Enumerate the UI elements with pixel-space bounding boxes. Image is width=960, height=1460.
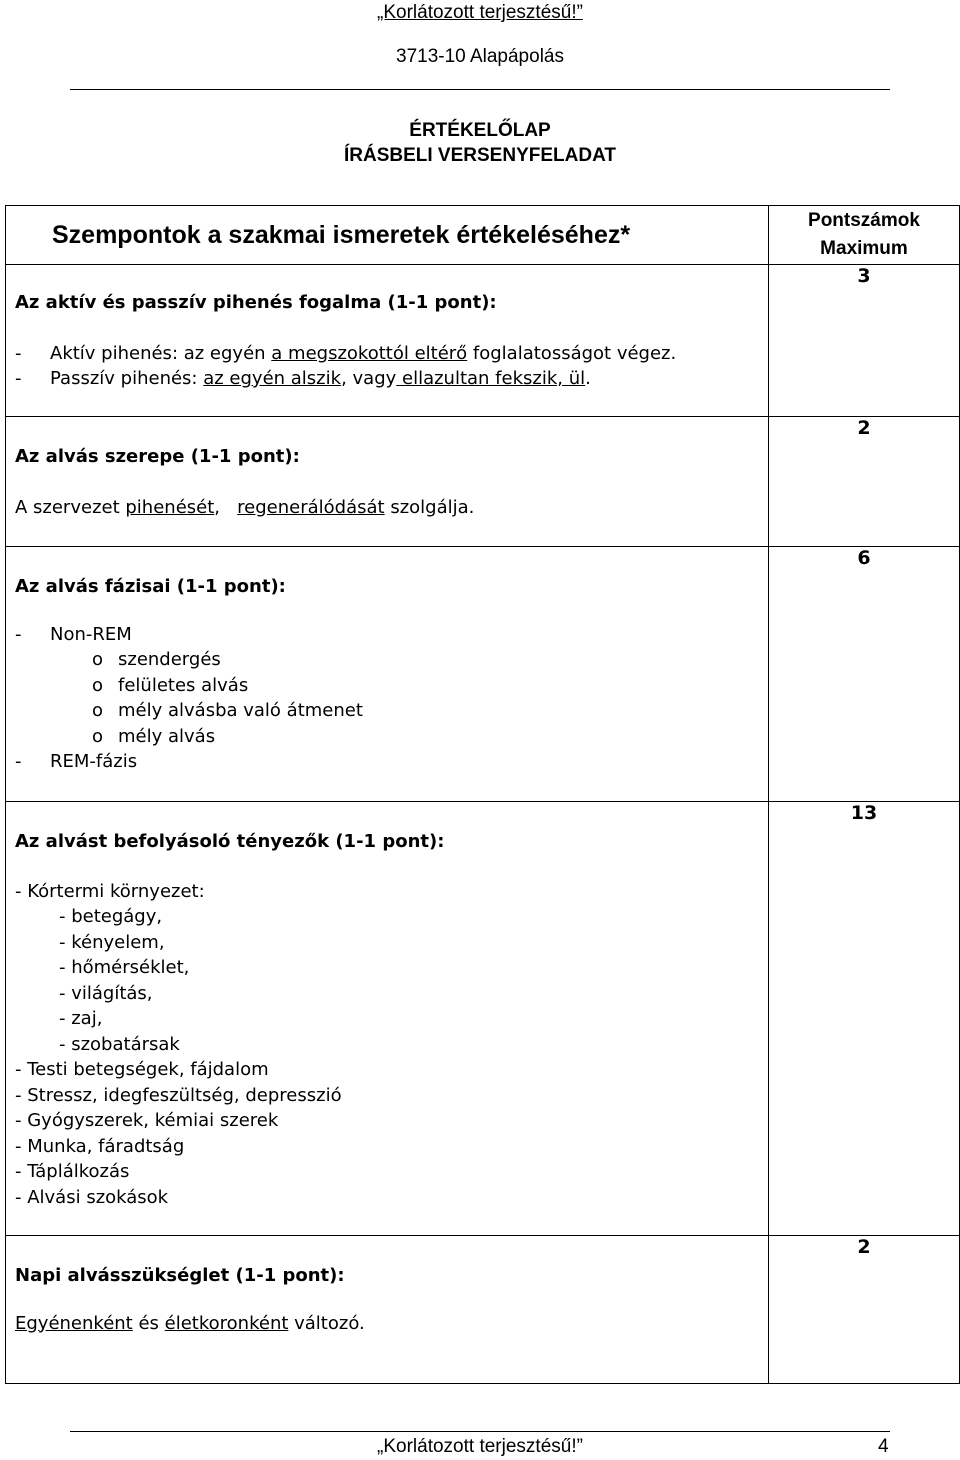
points-cell: 3	[769, 265, 960, 417]
section-text: A szervezet pihenését, regenerálódását szolgálja.	[15, 496, 475, 518]
page-subtitle: ÍRÁSBELI VERSENYFELADAT	[343, 145, 616, 166]
footer-divider	[70, 1431, 890, 1432]
list-subitem: o mély alvás	[91, 725, 216, 747]
section-heading: Az alvás fázisai (1-1 pont):	[15, 576, 286, 597]
table-row	[6, 802, 960, 1236]
criteria-header-cell	[6, 206, 769, 265]
criteria-cell-sleep-phases	[6, 547, 769, 802]
header-restricted-notice	[0, 0, 960, 26]
points-header-cell	[769, 206, 960, 265]
page-number: 4	[878, 1436, 889, 1457]
list-item: - Stressz, idegfeszültség, depresszió	[15, 1084, 342, 1106]
points-cell: 13	[769, 802, 960, 1236]
criteria-cell-sleep-need	[6, 1236, 769, 1384]
criteria-header: Szempontok a szakmai ismeretek értékeléséhez*	[52, 221, 631, 249]
list-item: - Non-REM	[15, 623, 132, 645]
list-subitem: - világítás,	[59, 982, 153, 1004]
list-subitem: - betegágy,	[59, 906, 163, 927]
header-exam-code: 3713-10 Alapápolás	[396, 46, 564, 67]
criteria-cell-rest	[6, 265, 769, 417]
section-heading: Napi alvásszükséglet (1-1 pont):	[15, 1265, 345, 1286]
criteria-cell-sleep-factors	[6, 802, 769, 1236]
list-item: - Passzív pihenés: az egyén alszik, vagy ellazultan fekszik, ül.	[15, 368, 591, 389]
table-row	[6, 265, 960, 417]
page-title: ÉRTÉKELŐLAP	[409, 120, 551, 141]
points-header-line1: Pontszámok	[808, 210, 920, 231]
footer-restricted-notice: „Korlátozott terjesztésű!”	[377, 1436, 583, 1457]
table-row	[6, 417, 960, 547]
section-heading: Az aktív és passzív pihenés fogalma (1-1 pont):	[15, 292, 497, 313]
points-cell: 6	[769, 547, 960, 802]
list-item: - Munka, fáradtság	[15, 1135, 185, 1157]
list-item: - Kórtermi környezet:	[15, 880, 205, 902]
section-heading: Az alvást befolyásoló tényezők (1-1 pont):	[15, 831, 445, 852]
list-subitem: - zaj,	[59, 1008, 103, 1029]
header-restricted-text: „Korlátozott terjesztésű!”	[377, 2, 583, 23]
list-item: - Táplálkozás	[15, 1161, 130, 1182]
section-heading: Az alvás szerepe (1-1 pont):	[15, 446, 300, 467]
table-row	[6, 547, 960, 802]
criteria-cell-sleep-role	[6, 417, 769, 547]
points-cell: 2	[769, 1236, 960, 1384]
points-header-line2: Maximum	[820, 238, 908, 259]
list-item: - Aktív pihenés: az egyén a megszokottól eltérő foglalatosságot végez.	[15, 342, 677, 364]
header-divider	[70, 89, 890, 90]
list-subitem: o felületes alvás	[91, 674, 249, 696]
list-subitem: - hőmérséklet,	[59, 957, 190, 978]
list-subitem: o szendergés	[91, 649, 221, 670]
section-text: Egyénenként és életkoronként változó.	[15, 1312, 365, 1334]
list-item: - REM-fázis	[15, 751, 138, 772]
list-item: - Alvási szokások	[15, 1186, 169, 1208]
list-subitem: - szobatársak	[59, 1033, 180, 1055]
points-cell: 2	[769, 417, 960, 547]
evaluation-table	[5, 205, 960, 1384]
table-header-row	[6, 206, 960, 265]
list-subitem: - kényelem,	[59, 931, 165, 953]
list-item: - Gyógyszerek, kémiai szerek	[15, 1110, 279, 1131]
list-subitem: o mély alvásba való átmenet	[91, 700, 363, 721]
list-item: - Testi betegségek, fájdalom	[15, 1059, 269, 1080]
table-row	[6, 1236, 960, 1384]
